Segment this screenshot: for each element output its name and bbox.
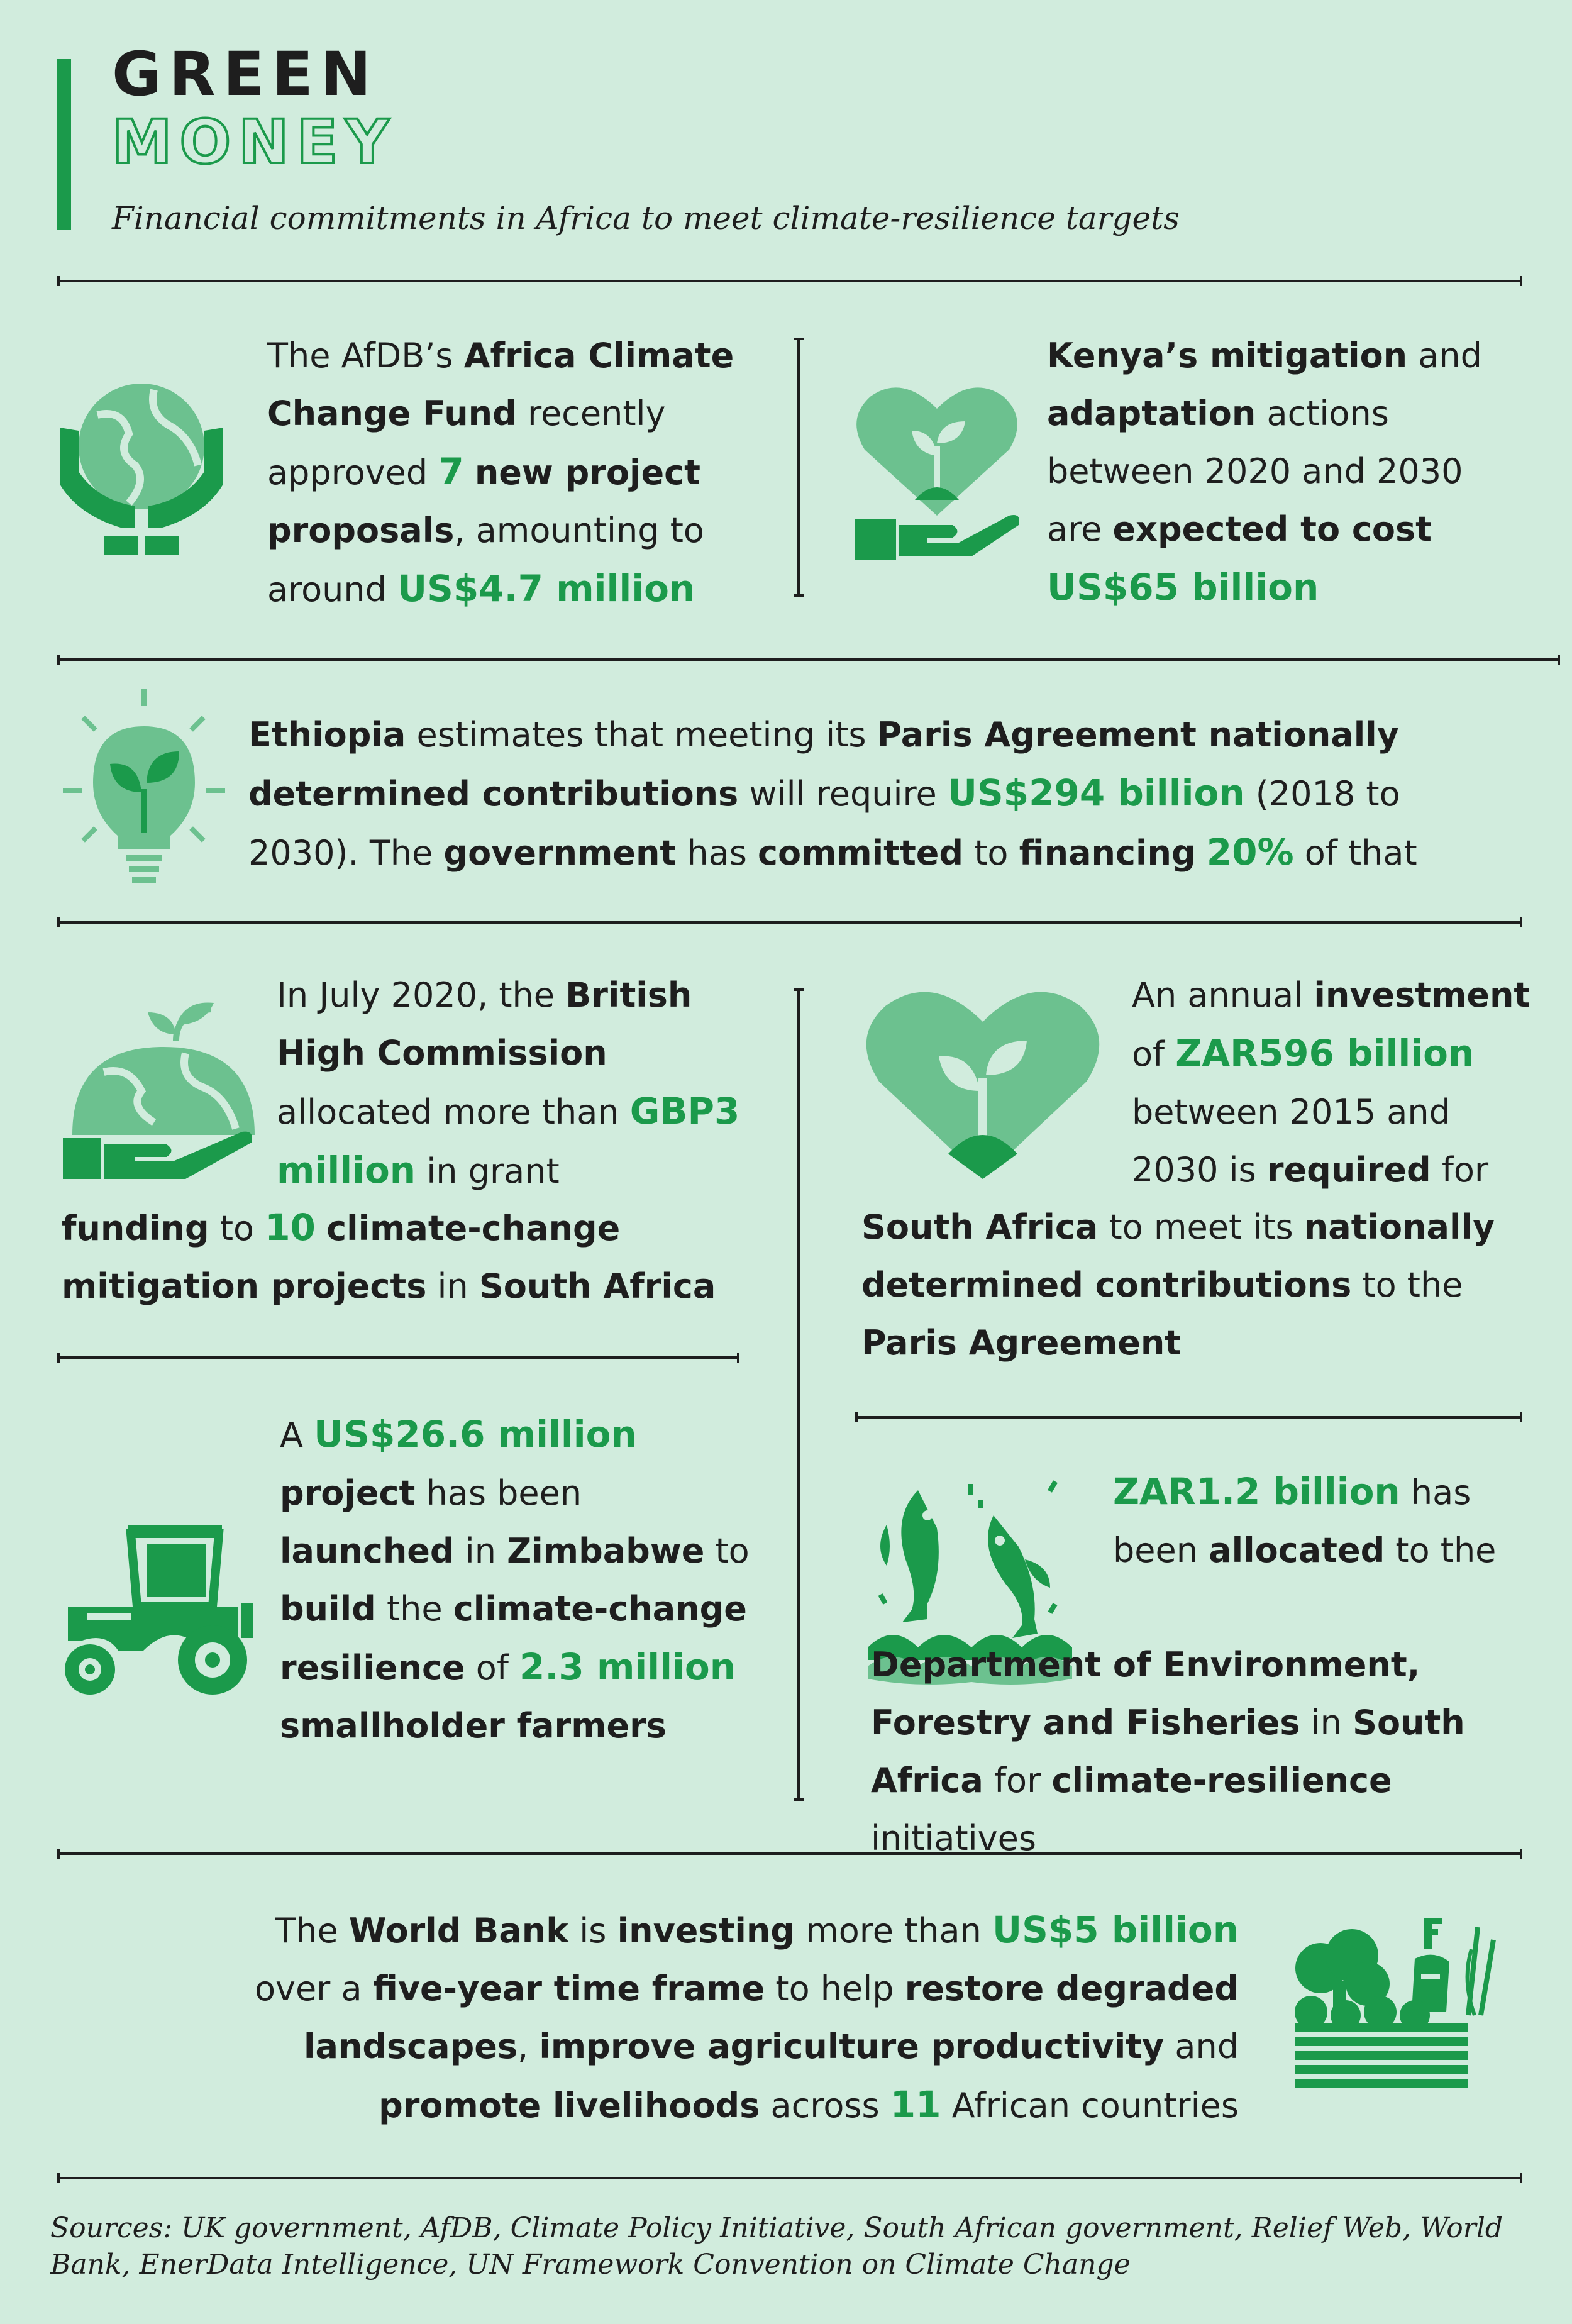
divider [855,1416,1522,1419]
southafrica-fact-top: An annual investment of ZAR596 billion between 2015 and 2030 is required for [1132,975,1530,1190]
divider [797,338,800,597]
kenya-fact: Kenya’s mitigation and adaptation actions between 2020 and 2030 are expected to cost US$65 billion [1047,336,1482,609]
zar12-fact-bottom: Department of Environment, Forestry and Fisheries in South Africa for climate-resilience initiatives [871,1645,1465,1858]
divider [57,658,1560,661]
divider [57,280,1522,282]
southafrica-fact-bottom: South Africa to meet its nationally determined contributions to the Paris Agreement [861,1207,1495,1363]
divider [797,988,800,1801]
divider [57,2177,1522,2179]
divider [57,1356,739,1359]
zimbabwe-fact: A US$26.6 million project has been launched in Zimbabwe to build the climate-change resilience of 2.3 million smallholder farmers [280,1413,750,1746]
zar12-fact-top: ZAR1.2 billion has been allocated to the [1113,1470,1497,1570]
title-green: GREEN [112,39,379,109]
heart-sprout-icon [860,981,1105,1182]
tractor-icon [55,1519,257,1698]
afdb-fact: The AfDB’s Africa Climate Change Fund recently approved 7 new project proposals, amounting to around US$4.7 million [267,336,734,610]
title-accent-bar [57,59,71,230]
worldbank-fact: The World Bank is investing more than US$5 billion over a five-year time frame to help restore degraded landscapes, improve agriculture productivity and promote livelihoods across 11 African countries [254,1908,1239,2126]
british-fact-top: In July 2020, the British High Commission allocated more than GBP3 million in grant [277,975,740,1192]
sources-footnote: Sources: UK government, AfDB, Climate Policy Initiative, South African government, Relief Web, World Bank, EnerData Intelligence, UN Framework Convention on Climate Change [50,2212,1503,2281]
ethiopia-fact: Ethiopia estimates that meeting its Paris Agreement nationally determined contributions will require US$294 billion (2018 to 2030). The government has committed to financing 20% of that [248,715,1417,873]
globe-in-hands-icon [53,371,230,560]
title-money: MONEY [112,107,397,177]
heart-sprout-hand-icon [852,380,1022,563]
vegetable-garden-icon [1292,1912,1500,2100]
globe-sprout-hand-icon [60,978,261,1182]
divider [57,921,1522,924]
lightbulb-leaf-icon [63,689,226,890]
subtitle: Financial commitments in Africa to meet climate-resilience targets [112,200,1180,236]
british-fact-bottom: funding to 10 climate-change mitigation projects in South Africa [62,1206,716,1306]
